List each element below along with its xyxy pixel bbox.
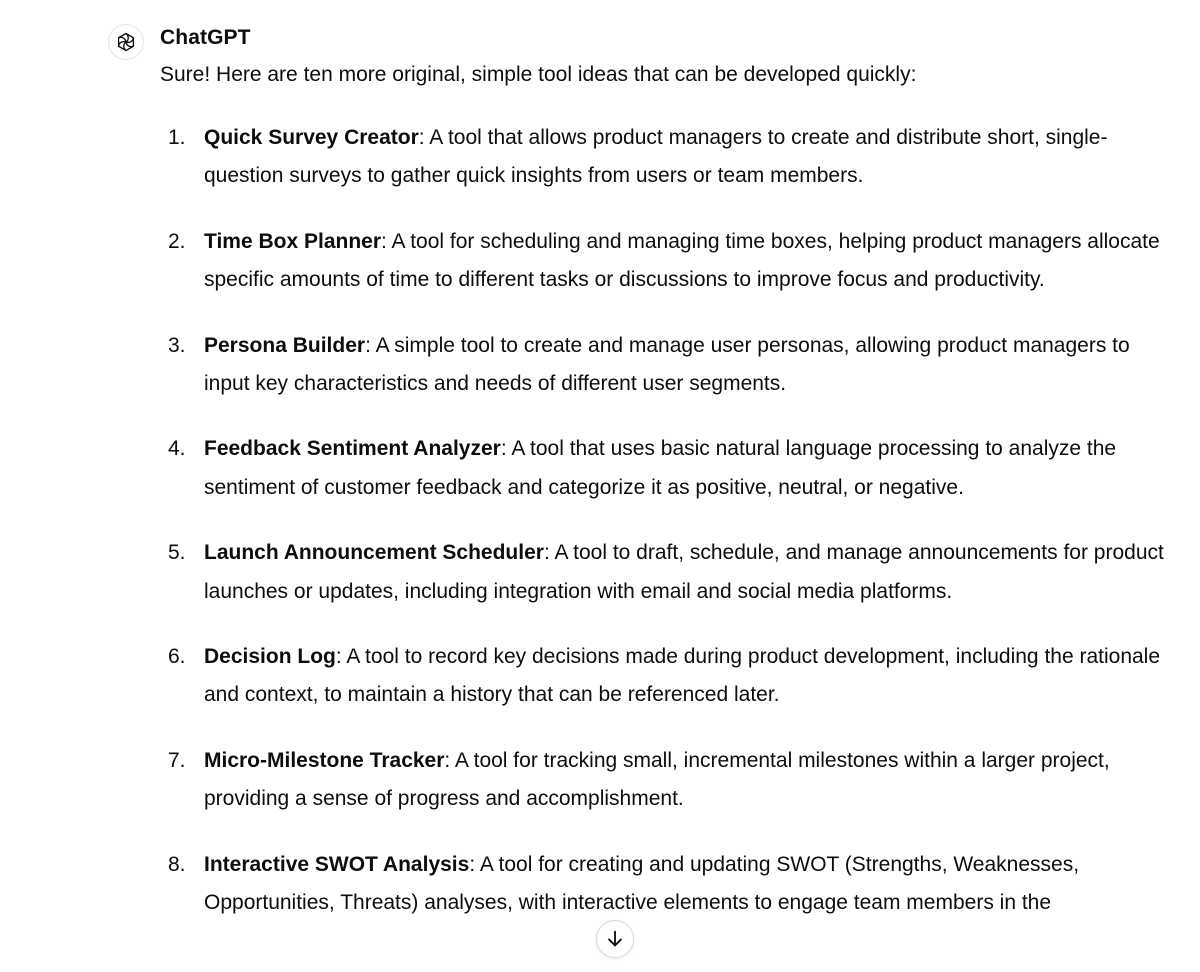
list-item bbox=[160, 534, 1170, 611]
list-item bbox=[160, 119, 1170, 196]
message-author: ChatGPT bbox=[160, 26, 251, 49]
list-item-title: Time Box Planner bbox=[204, 229, 382, 253]
list-item-number: 5. bbox=[168, 541, 186, 565]
list-item-text: : A tool for creating and updating SWOT (Strengths, Weaknesses, Opportunities, Threats) analyses, with interactive elements to engage team members in the bbox=[204, 852, 1080, 915]
list-item bbox=[160, 638, 1170, 715]
tool-ideas-list bbox=[160, 119, 1170, 950]
list-item-text: : A tool to draft, schedule, and manage announcements for product launches or updates, including integration with email and social media platforms. bbox=[204, 541, 1164, 603]
list-item bbox=[160, 846, 1170, 923]
openai-logo-icon bbox=[108, 24, 144, 60]
list-item-title: Feedback Sentiment Analyzer bbox=[204, 437, 501, 461]
message-intro: Sure! Here are ten more original, simple tool ideas that can be developed quickly: bbox=[160, 63, 917, 86]
list-item-title: Micro-Milestone Tracker bbox=[204, 748, 445, 772]
list-item-title: Interactive SWOT Analysis bbox=[204, 852, 470, 876]
list-item-title: Launch Announcement Scheduler bbox=[204, 541, 544, 565]
list-item-number: 1. bbox=[168, 126, 186, 149]
list-item-number: 6. bbox=[168, 645, 186, 669]
list-item-title: Decision Log bbox=[204, 645, 336, 669]
arrow-down-icon bbox=[604, 928, 626, 950]
list-item-text: : A tool for tracking small, incremental milestones within a larger project, providing a sense of progress and accomplishment. bbox=[204, 748, 1110, 811]
list-item-title: Persona Builder bbox=[204, 333, 366, 357]
list-item-text: : A tool to record key decisions made during product development, including the rationale and context, to maintain a history that can be referenced later. bbox=[204, 645, 1161, 707]
list-item bbox=[160, 742, 1170, 819]
list-item-text: : A tool that allows product managers to create and distribute short, single-question surveys to gather quick insights from users or team members. bbox=[204, 126, 1108, 188]
list-item-title: Quick Survey Creator bbox=[204, 126, 419, 149]
list-item-number: 8. bbox=[168, 852, 186, 876]
list-item-number: 2. bbox=[168, 229, 186, 253]
list-item bbox=[160, 223, 1170, 300]
list-item-number: 7. bbox=[168, 748, 186, 772]
list-item-text: : A tool for scheduling and managing time boxes, helping product managers allocate specific amounts of time to different tasks or discussions to improve focus and productivity. bbox=[204, 229, 1160, 292]
list-item-text: : A tool that uses basic natural language processing to analyze the sentiment of customer feedback and categorize it as positive, neutral, or negative. bbox=[204, 437, 1117, 499]
list-item-number: 3. bbox=[168, 333, 186, 357]
list-item bbox=[160, 430, 1170, 507]
list-item-number: 4. bbox=[168, 437, 186, 461]
list-item-text: : A simple tool to create and manage user personas, allowing product managers to input key characteristics and needs of different user segments. bbox=[204, 333, 1130, 396]
scroll-to-bottom-button[interactable] bbox=[596, 920, 634, 958]
list-item bbox=[160, 327, 1170, 404]
